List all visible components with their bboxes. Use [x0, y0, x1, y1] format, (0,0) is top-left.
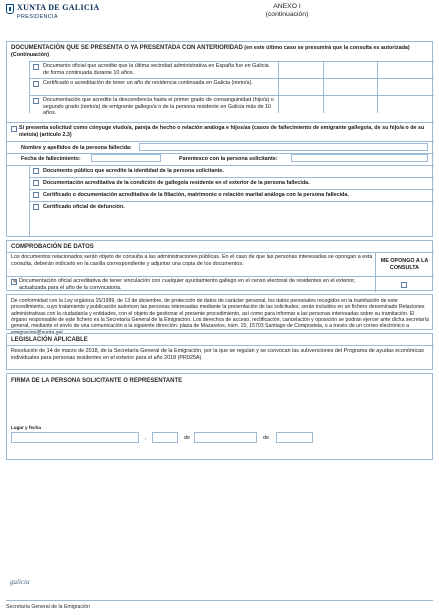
deceased-resident-label: Documentación acreditativa de la condición de gallego/a residente en el exterior de la persona fallecida. — [43, 180, 310, 186]
spouse-applicant-label: Si presenta solicitud como cónyuge viudo/a, pareja de hecho o relación análoga e hijos/as (casos de fallecimiento de emigrante gallego/a, de su hijo/a o de su nieto/a) (artículo 2.3) — [19, 125, 425, 138]
documentation-section — [6, 41, 433, 237]
electoral-census-doc-checkbox[interactable] — [11, 279, 17, 285]
spouse-applicant-checkbox[interactable] — [11, 126, 17, 132]
place-field[interactable] — [11, 432, 139, 443]
doc-galicia-residence-label: Certificado o acreditación de tener un año de residencia continuada en Galicia (nieto/a). — [43, 80, 253, 86]
kinship-field[interactable] — [291, 154, 428, 162]
documentation-title: DOCUMENTACIÓN QUE SE PRESENTA O YA PRESENTADA CON ANTERIORIDAD (en este último caso se presumirá que la consulta es autorizada) (Continuación) — [11, 45, 410, 59]
death-certificate-label: Certificado oficial de defunción. — [43, 204, 125, 210]
legislation-title: LEGISLACIÓN APLICABLE — [11, 337, 88, 343]
day-month-separator: de — [184, 435, 190, 441]
doc-last-residence-checkbox[interactable] — [33, 64, 39, 70]
deceased-id-label: Documento público que acredite la identidad de la persona solicitante. — [43, 168, 224, 174]
annex-heading — [242, 3, 332, 19]
org-name: XUNTA DE GALICIA — [17, 3, 100, 12]
deceased-id-checkbox[interactable] — [33, 168, 39, 174]
annex-title: ANEXO I — [273, 3, 301, 10]
annex-subtitle: (continuación) — [265, 11, 309, 19]
year-field[interactable] — [276, 432, 313, 443]
deceased-filiation-label: Certificado o documentación acreditativa de la filiación, matrimonio o relación marital análoga con la persona fallecida. — [43, 192, 349, 198]
privacy-section — [6, 294, 433, 336]
legislation-text: Resolución de 14 de marzo de 2018, de la Secretaría General de la Emigración, por la que se regulan y se convocan las subvenciones del Programa de ayudas económicas individuales para personas residentes en el exterior para el año 2018 (PR925A). — [11, 348, 424, 361]
doc-last-residence-label: Documento oficial que acredite que la última vecindad administrativa en España fue en Galicia de forma continuada durante 10 años. — [43, 63, 269, 76]
page-header — [6, 3, 433, 27]
deceased-filiation-checkbox[interactable] — [33, 192, 39, 198]
signature-title: FIRMA DE LA PERSONA SOLICITANTE O REPRESENTANTE — [11, 378, 183, 384]
day-field[interactable] — [152, 432, 178, 443]
electoral-census-doc-label: Documentación oficial acreditativa de tener vinculación con cualquier ayuntamiento gallego en el censo electoral de residentes en el exterior, actualizada para el año de la convocatoria. — [19, 278, 356, 291]
doc-galicia-residence-checkbox[interactable] — [33, 81, 39, 87]
signature-section — [6, 373, 433, 460]
footer-divider — [6, 600, 433, 601]
department-name: PRESIDENCIA — [17, 14, 58, 20]
deceased-name-field[interactable] — [139, 143, 428, 151]
data-check-section — [6, 240, 433, 291]
privacy-notice: De conformidad con la Ley orgánica 15/1999, de 13 de diciembre, de protección de datos de carácter personal, los datos personales recogidos en la tramitación de este procedimiento, cuyo tratamiento y publicación autoricen las personas interesadas mediante la presentación de las solicitudes, serán incluidos en un fichero denominado Relaciones administrativas con la ciudadanía y entidades, con el objeto de gestionar el presente procedimiento, así como para informar a las personas interesadas sobre su tramitación. El órgano responsable de este fichero es la Secretaría General de la Emigración. Los derechos de acceso, rectificación, cancelación y oposición se podrán ejercer ante dicha secretaría general, mediante el envío de una comunicación a la siguiente dirección: plaza de Mazarelos, núm. 15, 15703 Santiago de Compostela, o a través de un correo electrónico a emigracion@xunta.gal — [11, 298, 429, 336]
footer-organization: Secretaría General de la Emigración — [6, 604, 90, 610]
galicia-brand-logo: galicia — [10, 578, 30, 586]
death-date-field[interactable] — [91, 154, 161, 162]
xunta-emblem-icon — [6, 4, 14, 14]
doc-descendant-checkbox[interactable] — [33, 98, 39, 104]
death-certificate-checkbox[interactable] — [33, 204, 39, 210]
place-date-separator: , — [145, 435, 147, 441]
month-field[interactable] — [194, 432, 257, 443]
xunta-logo — [6, 3, 106, 25]
kinship-label: Parentesco con la persona solicitante: — [179, 156, 278, 162]
death-date-label: Fecha de fallecimiento: — [21, 156, 81, 162]
deceased-resident-checkbox[interactable] — [33, 180, 39, 186]
legislation-section — [6, 333, 433, 370]
place-date-label: Lugar y fecha — [11, 425, 41, 430]
deceased-name-label: Nombre y apellidos de la persona fallecida: — [21, 145, 132, 151]
data-check-title: COMPROBACIÓN DE DATOS — [11, 244, 94, 250]
data-check-intro: Los documentos relacionados serán objeto de consulta a las administraciones públicas. En el caso de que las personas interesadas se opongan a esta consulta, deberán indicarlo en la casilla correspondiente y adjuntar una copia de los documentos. — [11, 254, 373, 267]
oppose-column-header: ME OPONGO A LA CONSULTA — [380, 258, 429, 271]
oppose-consultation-checkbox[interactable] — [401, 282, 407, 288]
doc-descendant-label: Documentación que acredite la descendencia hasta el primer grado de consanguinidad (hijo/a) o segundo grado (nieto/a) de emigrante gallego/a o de la persona residente en Galicia más de 10 años. — [43, 97, 274, 117]
month-year-separator: de — [263, 435, 269, 441]
